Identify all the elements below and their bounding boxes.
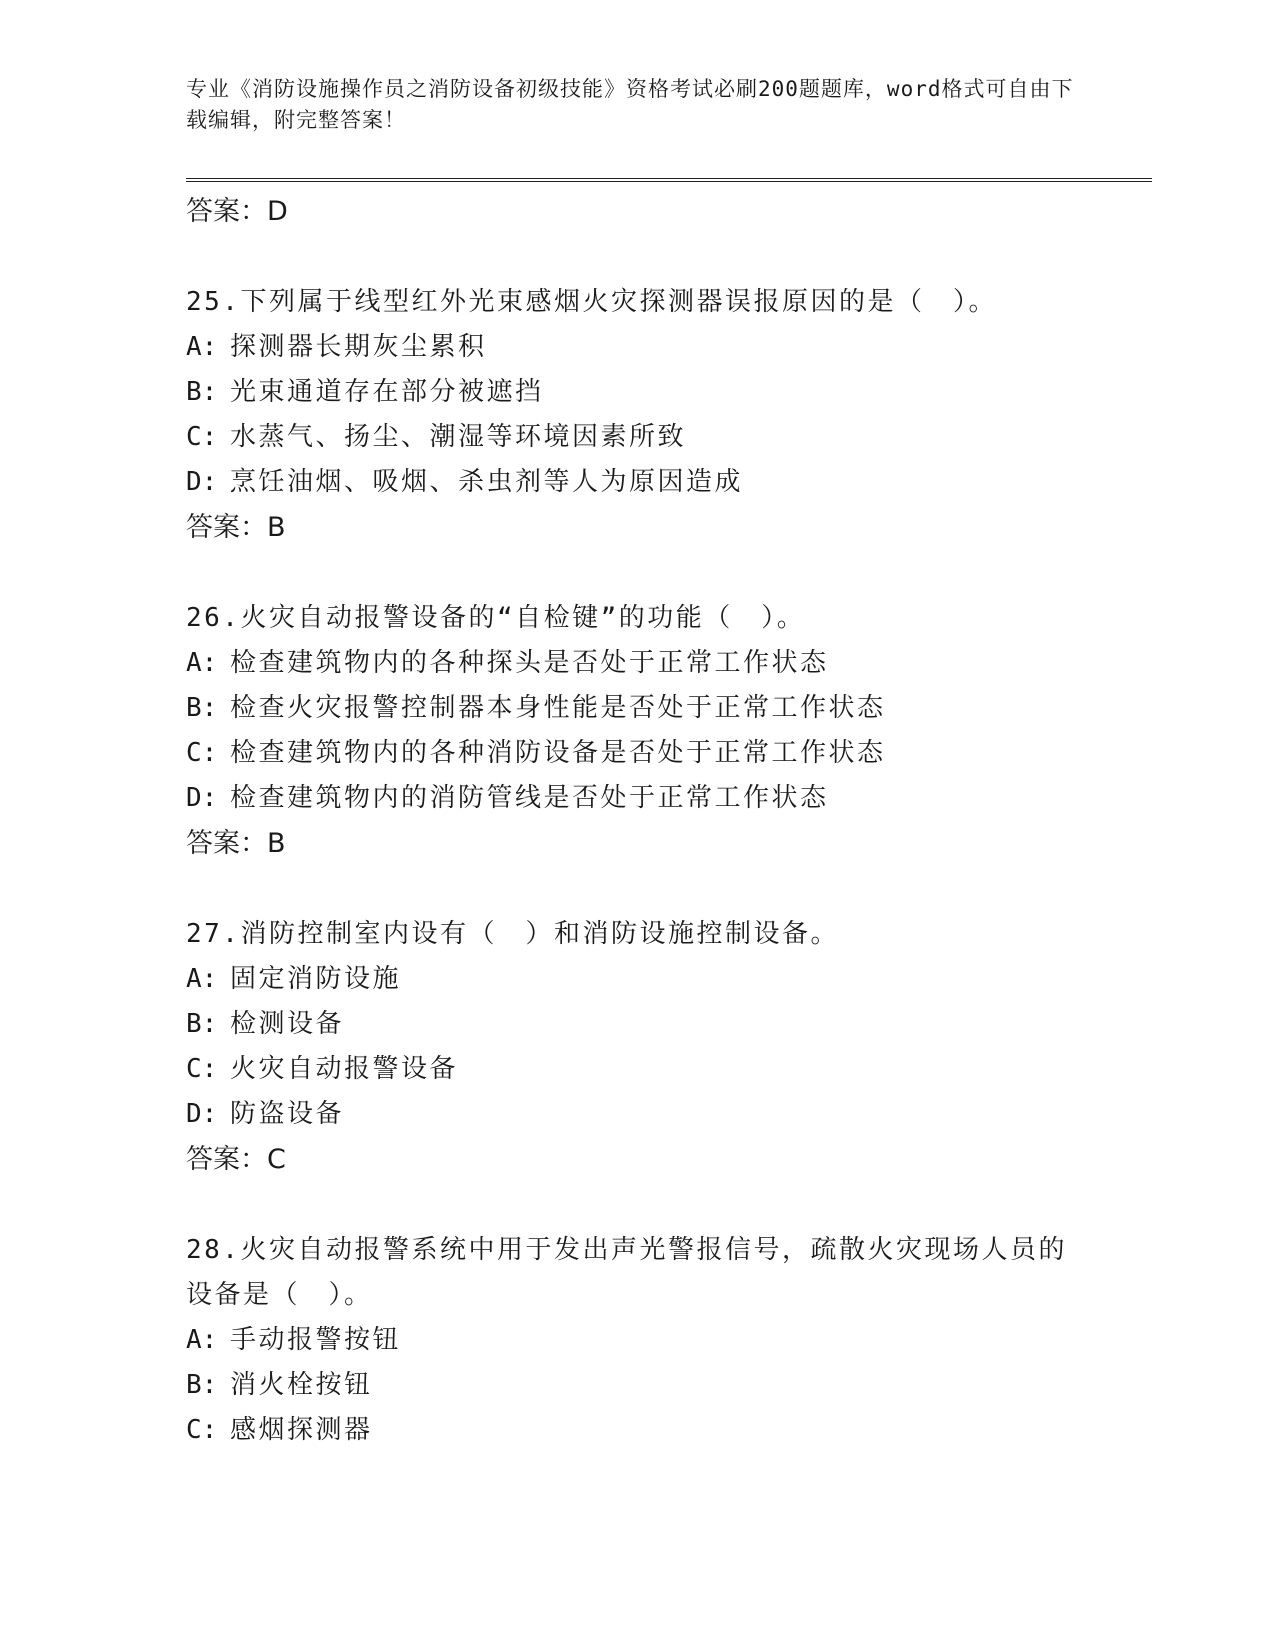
option-key: D:	[186, 783, 218, 813]
question-stem: 25.下列属于线型红外光束感烟火灾探测器误报原因的是（ ）。	[186, 287, 997, 317]
option-text: 感烟探测器	[230, 1415, 373, 1445]
option-d	[186, 460, 1086, 505]
question-block	[186, 912, 1086, 1182]
option-b	[186, 1363, 1086, 1408]
question-stem: 26.火灾自动报警设备的“自检键”的功能（ ）。	[186, 603, 806, 633]
option-text: 固定消防设施	[230, 964, 402, 994]
option-a	[186, 1318, 1086, 1363]
option-text: 探测器长期灰尘累积	[230, 332, 487, 362]
option-a	[186, 957, 1086, 1002]
option-text: 消火栓按钮	[230, 1370, 373, 1400]
option-c	[186, 415, 1086, 460]
answer-line: 答案：B	[186, 512, 286, 543]
answer-line: 答案：D	[186, 196, 288, 227]
option-key: B:	[186, 377, 218, 407]
option-text: 检查建筑物内的各种探头是否处于正常工作状态	[230, 648, 829, 678]
option-c	[186, 1408, 1086, 1453]
option-text: 烹饪油烟、吸烟、杀虫剂等人为原因造成	[230, 467, 744, 497]
document-body	[186, 189, 1086, 1453]
option-c	[186, 1047, 1086, 1092]
question-block	[186, 596, 1086, 866]
question-block	[186, 280, 1086, 550]
option-d	[186, 776, 1086, 821]
option-text: 检查火灾报警控制器本身性能是否处于正常工作状态	[230, 693, 886, 723]
option-key: B:	[186, 693, 218, 723]
option-d	[186, 1092, 1086, 1137]
option-key: A:	[186, 1325, 218, 1355]
option-key: B:	[186, 1009, 218, 1039]
option-b	[186, 686, 1086, 731]
option-key: C:	[186, 1415, 218, 1445]
option-text: 防盗设备	[230, 1099, 345, 1129]
option-key: C:	[186, 1054, 218, 1084]
option-text: 光束通道存在部分被遮挡	[230, 377, 544, 407]
option-key: C:	[186, 422, 218, 452]
option-text: 检查建筑物内的消防管线是否处于正常工作状态	[230, 783, 829, 813]
option-text: 水蒸气、扬尘、潮湿等环境因素所致	[230, 422, 687, 452]
option-c	[186, 731, 1086, 776]
option-key: C:	[186, 738, 218, 768]
option-a	[186, 641, 1086, 686]
option-b	[186, 370, 1086, 415]
header-divider	[186, 178, 1152, 182]
option-text: 检测设备	[230, 1009, 345, 1039]
option-key: A:	[186, 964, 218, 994]
answer-line: 答案：C	[186, 1144, 286, 1175]
question-block	[186, 1228, 1086, 1453]
option-b	[186, 1002, 1086, 1047]
option-key: D:	[186, 1099, 218, 1129]
answer-line: 答案：B	[186, 828, 286, 859]
option-key: B:	[186, 1370, 218, 1400]
option-key: A:	[186, 332, 218, 362]
option-a	[186, 325, 1086, 370]
option-key: D:	[186, 467, 218, 497]
option-key: A:	[186, 648, 218, 678]
question-stem: 27.消防控制室内设有（ ）和消防设施控制设备。	[186, 919, 839, 949]
question-stem: 28.火灾自动报警系统中用于发出声光警报信号，疏散火灾现场人员的设备是（ ）。	[186, 1235, 1067, 1310]
option-text: 火灾自动报警设备	[230, 1054, 459, 1084]
page-header: 专业《消防设施操作员之消防设备初级技能》资格考试必刷200题题库，word格式可自由下载编辑，附完整答案！	[186, 77, 1074, 132]
option-text: 检查建筑物内的各种消防设备是否处于正常工作状态	[230, 738, 886, 768]
option-text: 手动报警按钮	[230, 1325, 402, 1355]
